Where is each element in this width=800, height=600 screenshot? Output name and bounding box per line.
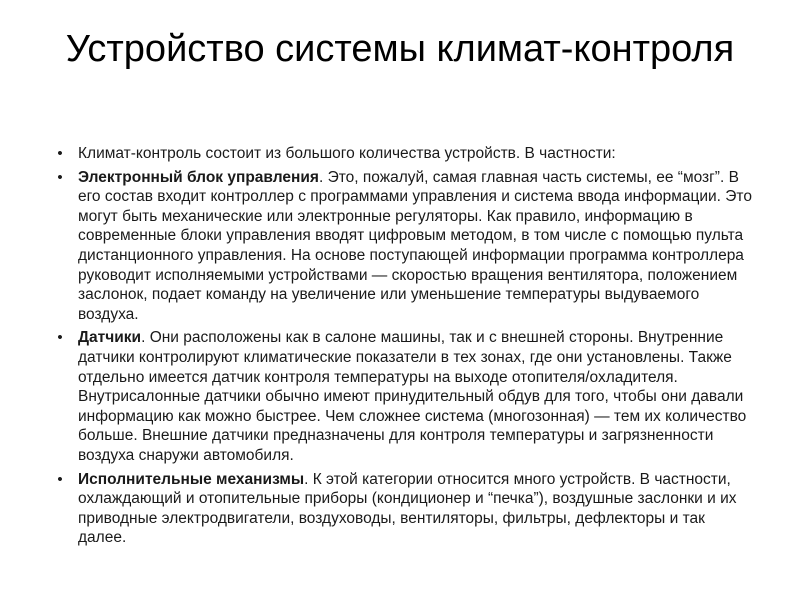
bullet-item-control-unit [52, 168, 752, 325]
bullet-marker: • [57, 145, 63, 162]
bullet-term: Электронный блок управления [78, 168, 319, 186]
bullet-marker: • [57, 168, 63, 186]
bullet-text: . Они расположены как в салоне машины, так и с внешней стороны. Внутренние датчики контролируют климатические показатели в тех зонах, где они установлены. Также отдельно имеется датчик контроля температуры на выходе отопителя/охладителя. Внутрисалонные датчики обычно имеют принудительный обдув для того, чтобы они давали информацию как можно быстрее. Чем сложнее система (многозонная) — тем их количество больше. Внешние датчики предназначены для контроля температуры и загрязненности воздуха снаружи автомобиля. [78, 329, 747, 464]
bullet-marker: • [57, 470, 63, 488]
bullet-item-sensors [52, 328, 752, 465]
bullet-text: Климат-контроль состоит из большого количества устройств. В частности: [78, 145, 616, 162]
bullet-text: . К этой категории относится много устройств. В частности, охлаждающий и отопительные приборы (кондиционер и “печка”), воздушные заслонки и их приводные электродвигатели, воздуховоды, вентиляторы, фильтры, дефлекторы и так далее. [78, 470, 737, 547]
bullet-text: . Это, пожалуй, самая главная часть системы, ее “мозг”. В его состав входит контроллер с программами управления и система ввода информации. Это могут быть механические или электронные регуляторы. Как правило, информацию в современные блоки управления вводят цифровым методом, в том числе с помощью пульта дистанционного управления. На основе поступающей информации программа контроллера руководит исполняемыми устройствами — скоростью вращения вентилятора, положением заслонок, подает команду на увеличение или уменьшение температуры выдуваемого воздуха. [78, 168, 752, 323]
slide-title: Устройство системы климат-контроля [65, 28, 735, 70]
bullet-marker: • [57, 329, 63, 347]
bullet-item-actuators [52, 470, 752, 548]
bullet-list [52, 144, 752, 552]
bullet-item-intro [52, 144, 752, 164]
bullet-term: Датчики [78, 329, 142, 347]
bullet-term: Исполнительные механизмы [78, 470, 305, 488]
